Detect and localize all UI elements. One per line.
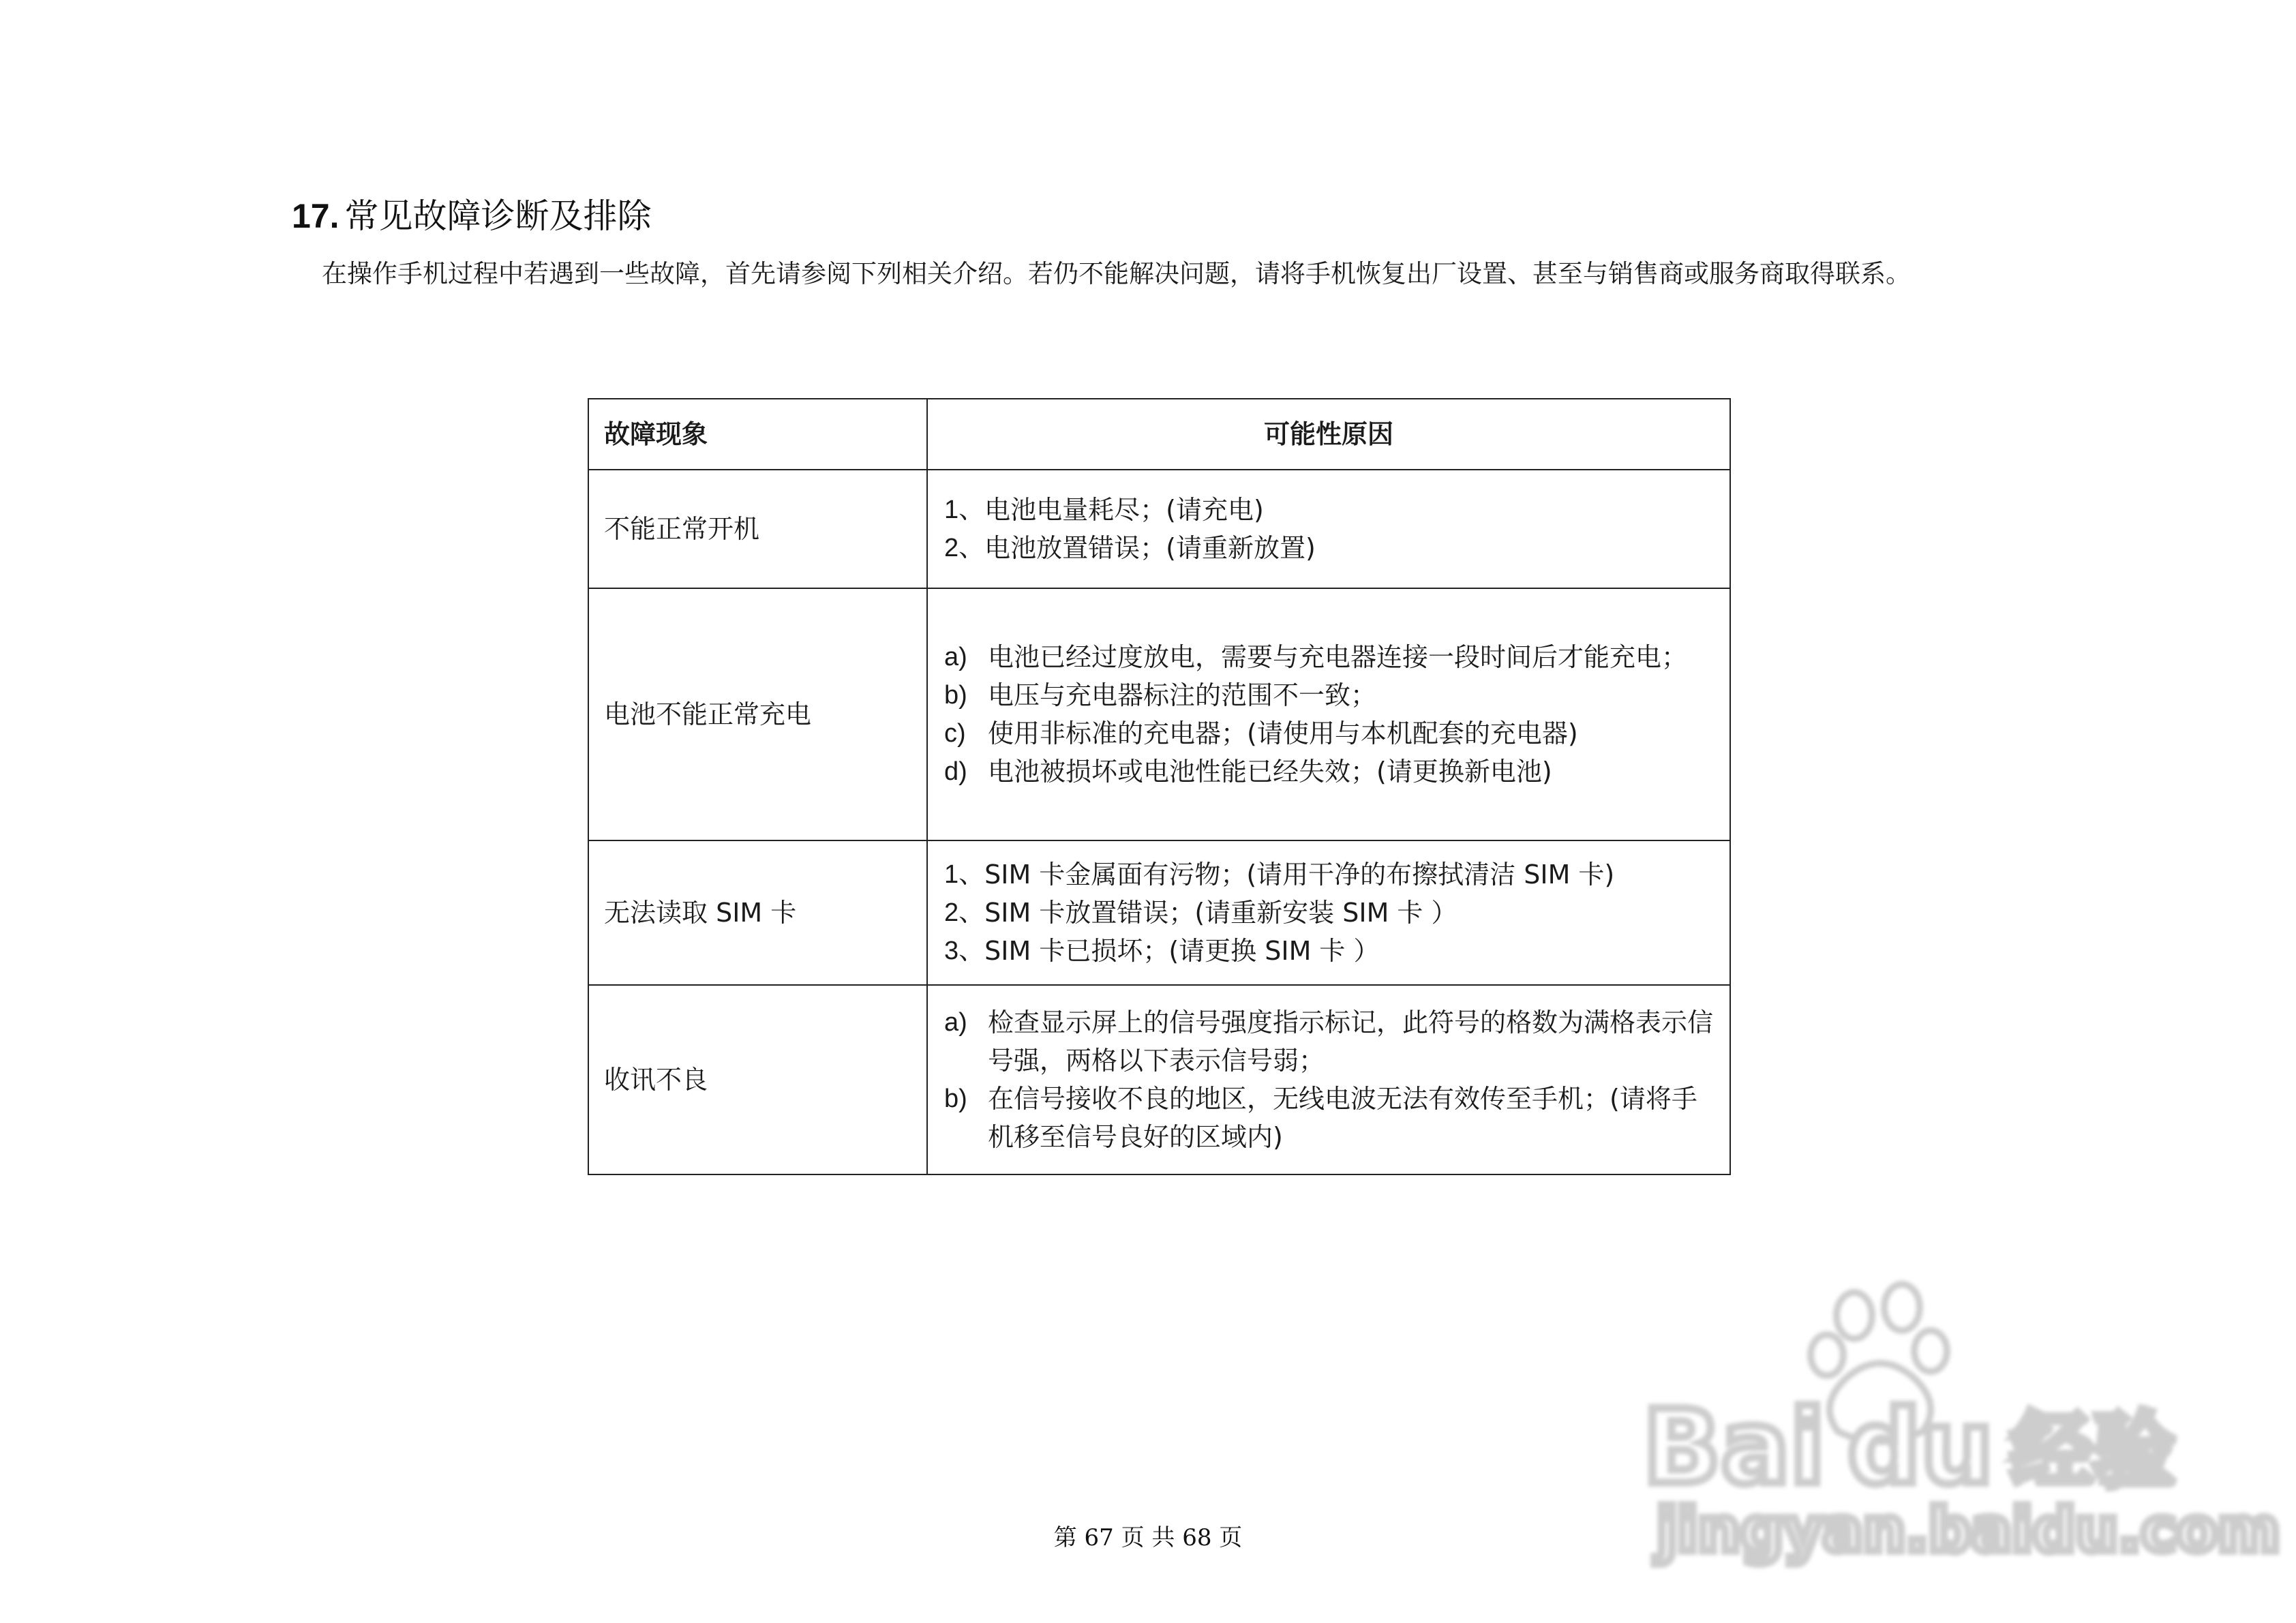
cause-marker: c) — [944, 719, 966, 748]
cause-item — [944, 1003, 1719, 1080]
svg-text:jingyan.baidu.com: jingyan.baidu.com — [1657, 1495, 2280, 1565]
symptom-cell: 收讯不良 — [588, 985, 927, 1174]
symptom-cell: 不能正常开机 — [588, 470, 927, 588]
cause-item — [944, 753, 1719, 791]
cause-marker: d) — [944, 757, 967, 786]
causes-list — [944, 638, 1719, 791]
cause-marker: a) — [944, 643, 967, 671]
page-footer: 第 67 页 共 68 页 — [1053, 1524, 1243, 1551]
table-row — [588, 588, 1730, 840]
cause-marker: 3、 — [944, 937, 985, 965]
svg-text:Bai: Bai — [1643, 1389, 1825, 1507]
cause-text: SIM 卡金属面有污物；(请用干净的布擦拭清洁 SIM 卡) — [984, 860, 1615, 890]
causes-list — [944, 1003, 1719, 1156]
causes-list — [944, 491, 1719, 567]
cause-text: 电池放置错误；(请重新放置) — [984, 533, 1316, 563]
cause-marker: b) — [944, 1084, 967, 1113]
cause-text: 电压与充电器标注的范围不一致； — [988, 680, 1377, 710]
fault-table — [588, 398, 1731, 1175]
section-title — [292, 192, 652, 240]
cause-item — [944, 855, 1719, 894]
table-header-row — [588, 399, 1730, 470]
table-row — [588, 470, 1730, 588]
table-row — [588, 840, 1730, 985]
cause-marker: 2、 — [944, 534, 985, 562]
cause-text: 电池被损坏或电池性能已经失效；(请更换新电池) — [988, 757, 1552, 787]
intro-paragraph: 在操作手机过程中若遇到一些故障，首先请参阅下列相关介绍。若仍不能解决问题，请将手机恢复出厂设置、甚至与销售商或服务商取得联系。 — [322, 259, 1911, 288]
cause-text: 使用非标准的充电器；(请使用与本机配套的充电器) — [988, 718, 1578, 748]
cause-item — [944, 491, 1719, 529]
cause-marker: b) — [944, 681, 967, 710]
cause-item — [944, 529, 1719, 567]
cause-item — [944, 676, 1719, 714]
cause-text: 电池已经过度放电，需要与充电器连接一段时间后才能充电； — [988, 642, 1688, 672]
cause-text: 电池电量耗尽；(请充电) — [984, 495, 1264, 525]
baidu-paw-icon — [1622, 1275, 2280, 1565]
causes-list — [944, 855, 1719, 970]
section-title-text: 常见故障诊断及排除 — [344, 196, 652, 236]
cause-item — [944, 894, 1719, 932]
causes-cell — [927, 840, 1730, 985]
causes-cell — [927, 985, 1730, 1174]
cause-item — [944, 1080, 1719, 1156]
symptom-cell: 无法读取 SIM 卡 — [588, 840, 927, 985]
cause-text: SIM 卡放置错误；(请重新安装 SIM 卡 ） — [984, 898, 1457, 928]
causes-cell — [927, 588, 1730, 840]
causes-cell — [927, 470, 1730, 588]
table-row — [588, 985, 1730, 1174]
cause-marker: 2、 — [944, 898, 985, 927]
header-causes: 可能性原因 — [927, 399, 1730, 470]
cause-text: 在信号接收不良的地区，无线电波无法有效传至手机；(请将手机移至信号良好的区域内) — [988, 1084, 1697, 1152]
cause-item — [944, 638, 1719, 676]
cause-item — [944, 714, 1719, 753]
cause-item — [944, 932, 1719, 970]
cause-marker: 1、 — [944, 496, 985, 524]
svg-text:经验: 经验 — [2011, 1404, 2175, 1499]
header-symptom: 故障现象 — [588, 399, 927, 470]
cause-marker: 1、 — [944, 860, 985, 889]
cause-marker: a) — [944, 1008, 967, 1037]
cause-text: 检查显示屏上的信号强度指示标记，此符号的格数为满格表示信号强，两格以下表示信号弱； — [988, 1007, 1714, 1076]
symptom-cell: 电池不能正常充电 — [588, 588, 927, 840]
cause-text: SIM 卡已损坏；(请更换 SIM 卡 ） — [984, 936, 1380, 966]
svg-text:du: du — [1847, 1389, 1994, 1507]
baidu-watermark — [1622, 1275, 2280, 1565]
section-number: 17. — [292, 197, 339, 235]
